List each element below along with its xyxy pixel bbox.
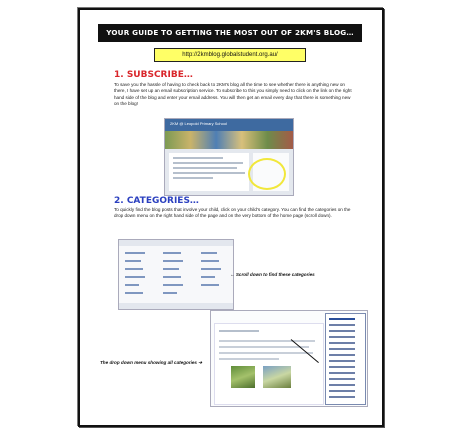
categories-list-screenshot [118,239,234,310]
photo-thumbnail [231,366,255,388]
guide-page [78,8,384,427]
blog-url[interactable]: http://2kmblog.globalstudent.org.au/ [154,48,306,62]
categories-heading: 2. CATEGORIES… [114,196,199,206]
category-dropdown[interactable] [325,313,366,405]
blog-header-title: 2KM @ Leopold Primary School [170,121,227,126]
subscribe-text: To save you the hassle of having to check back to 2KM's blog all the time to see whether there is anything new on there, I have set up an email subscription service. To subscribe to this you simply need to click on the link on the right hand side of the blog and enter your email address. You will then get an email every day that there is something new on the blog! [114,82,352,106]
blog-header [165,119,293,131]
subscribe-link-highlight [248,158,286,190]
dropdown-screenshot [210,310,368,407]
subscribe-heading: 1. SUBSCRIBE… [114,70,193,80]
categories-text: To quickly find the blog posts that involve your child, click on your child's category. You can find the categories on the drop down menu on the right hand side of the page and on the very bottom of the home page (scroll down). [114,207,351,219]
photo-thumbnail [263,366,291,388]
guide-title: YOUR GUIDE TO GETTING THE MOST OUT OF 2KM'S BLOG… [98,24,362,42]
blog-banner-image [165,131,293,149]
dropdown-note: The drop down menu showing all categories ➔ [100,360,203,365]
scroll-note: ← Scroll down to find these categories [230,272,315,277]
post-panel [214,323,324,405]
blog-post-area [169,153,249,191]
